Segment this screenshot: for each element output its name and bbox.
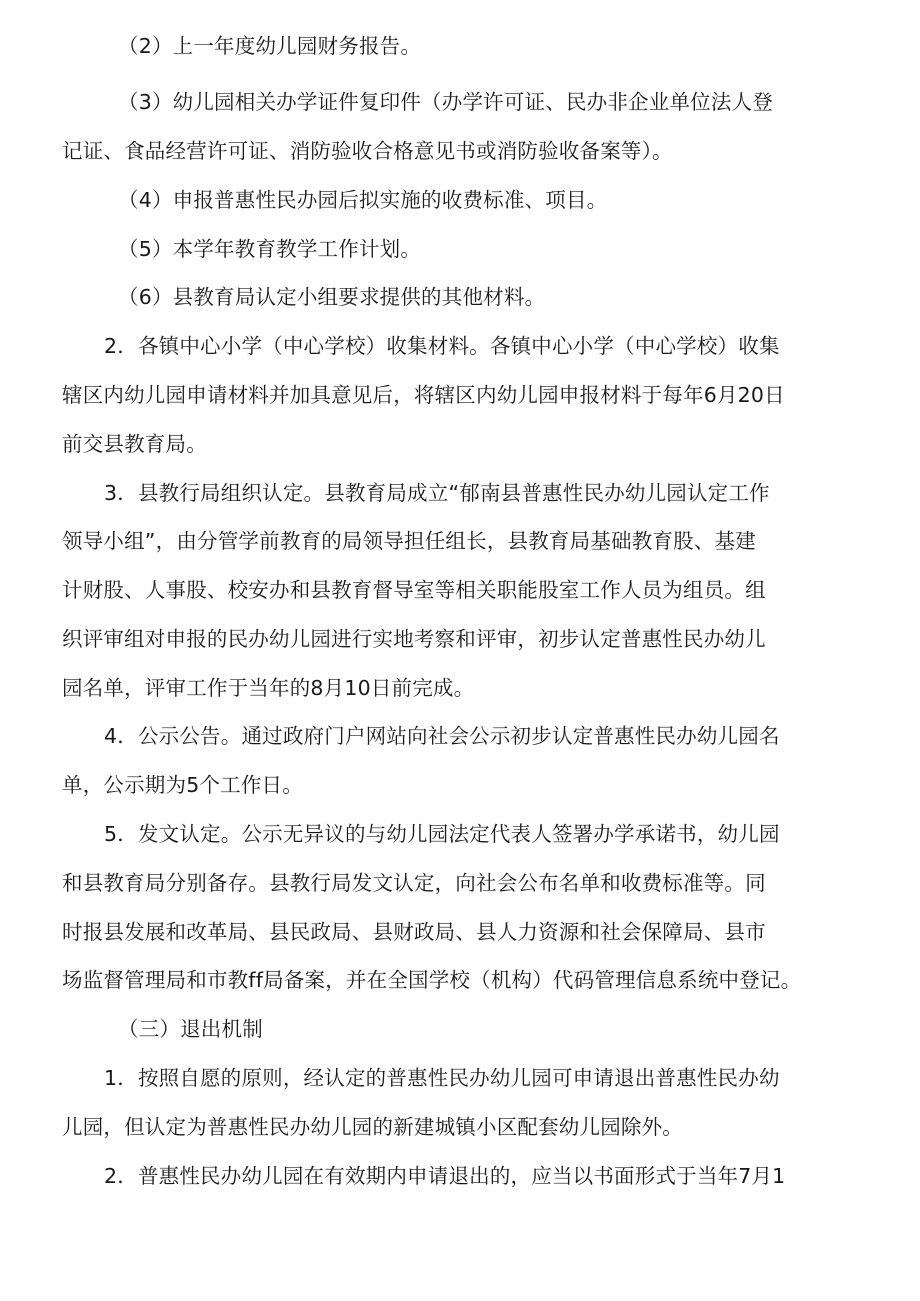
text-line: 4．公示公告。通过政府门户网站向社会公示初步认定普惠性民办幼儿园名 — [104, 724, 780, 748]
text-line: 领导小组”，由分管学前教育的局领导担任组长，县教育局基础教育股、基建 — [62, 529, 756, 553]
text-line: 园名单，评审工作于当年的8月10日前完成。 — [62, 676, 475, 700]
text-line: 1．按照自愿的原则，经认定的普惠性民办幼儿园可申请退出普惠性民办幼 — [104, 1066, 780, 1090]
text-line: 2．各镇中心小学（中心学校）收集材料。各镇中心小学（中心学校）收集 — [104, 334, 780, 358]
text-line: 记证、食品经营许可证、消防验收合格意见书或消防验收备案等）。 — [62, 139, 673, 163]
text-line: 时报县发展和改革局、县民政局、县财政局、县人力资源和社会保障局、县市 — [62, 920, 766, 944]
text-line: 单，公示期为5个工作日。 — [62, 773, 303, 797]
text-line: 前交县教育局。 — [62, 432, 207, 456]
text-line: 计财股、人事股、校安办和县教育督导室等相关职能股室工作人员为组员。组 — [62, 578, 766, 602]
text-line: 儿园，但认定为普惠性民办幼儿园的新建城镇小区配套幼儿园除外。 — [62, 1115, 683, 1139]
text-line: 2．普惠性民办幼儿园在有效期内申请退出的，应当以书面形式于当年7月1 — [104, 1164, 786, 1188]
text-line: 织评审组对申报的民办幼儿园进行实地考察和评审，初步认定普惠性民办幼儿 — [62, 627, 766, 651]
text-line: （6）县教育局认定小组要求提供的其他材料。 — [118, 285, 546, 309]
text-line: 和县教育局分别备存。县教行局发文认定，向社会公布名单和收费标准等。同 — [62, 871, 766, 895]
section-heading: （三）退出机制 — [118, 1017, 263, 1041]
text-line: 3．县教行局组织认定。县教育局成立“郁南县普惠性民办幼儿园认定工作 — [104, 481, 770, 505]
text-line: 辖区内幼儿园申请材料并加具意见后，将辖区内幼儿园申报材料于每年6月20日 — [62, 383, 785, 407]
text-line: 场监督管理局和市教ff局备案，并在全国学校（机构）代码管理信息系统中登记。 — [62, 968, 802, 992]
text-line: （4）申报普惠性民办园后拟实施的收费标准、项目。 — [118, 188, 608, 212]
text-line: （5）本学年教育教学工作计划。 — [118, 237, 422, 261]
text-line: 5．发文认定。公示无异议的与幼儿园法定代表人签署办学承诺书，幼儿园 — [104, 822, 780, 846]
text-line: （3）幼儿园相关办学证件复印件（办学许可证、民办非企业单位法人登 — [118, 90, 773, 114]
text-line: （2）上一年度幼儿园财务报告。 — [118, 34, 422, 58]
